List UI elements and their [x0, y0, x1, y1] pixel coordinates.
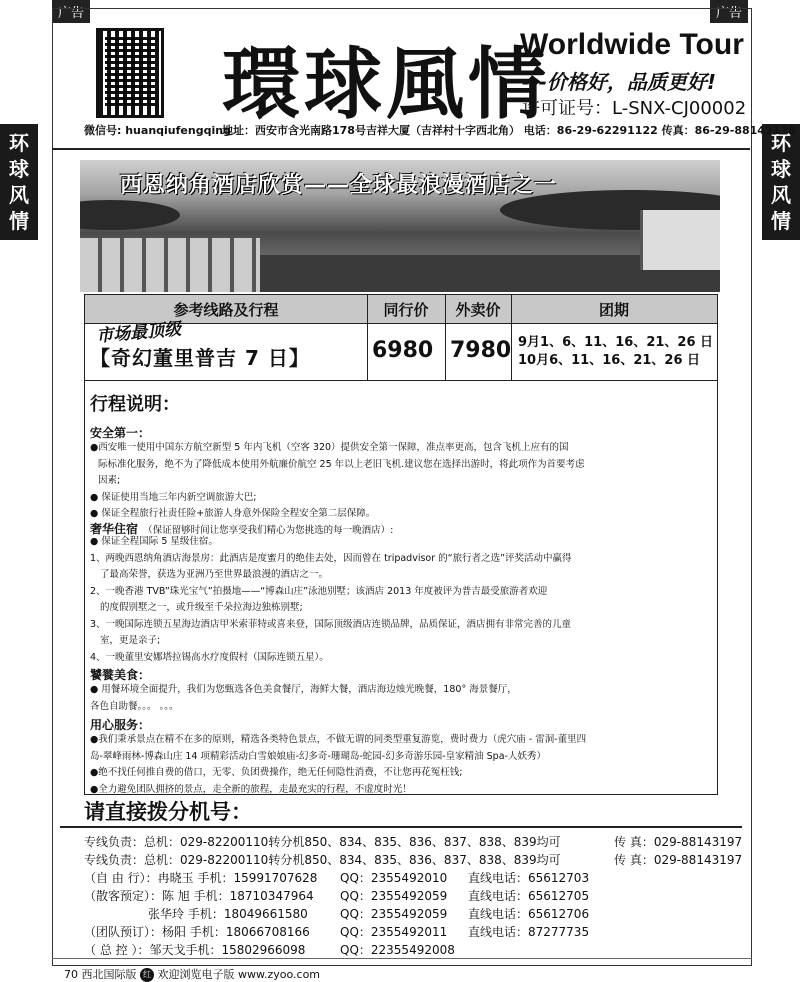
text-line: 际标准化服务，绝不为了降低成本使用外航廉价航空 25 年以上老旧飞机.建议您在选择出游时，将此项作为首要考虑	[98, 458, 585, 470]
slogan: ---价格好，品质更好!	[522, 70, 717, 94]
side-tab-left	[0, 124, 38, 240]
side-char: 情	[9, 209, 29, 233]
safety-section	[90, 440, 585, 523]
col-route: 参考线路及行程	[173, 301, 279, 319]
ad-label-right: 广告	[710, 0, 748, 23]
luxury-title: 奢华住宿	[90, 522, 139, 536]
red-badge-icon: 红	[140, 968, 154, 982]
text-line: 4、一晚董里安娜塔拉锡高水疗度假村（国际连锁五星）。	[90, 651, 329, 663]
side-char: 球	[771, 157, 791, 181]
departure-dates	[518, 334, 713, 370]
text-line: ● 用餐环境全面提升，我们为您甄选各色美食餐厅，海鲜大餐，酒店海边烛光晚餐，180° 海景餐厅，	[90, 684, 517, 695]
text-line: ● 保证使用当地三年内新空调旅游大巴;	[90, 491, 257, 503]
footer	[64, 966, 320, 982]
contact-person: （ 总 控 ）：邹天戈手机：15802966098	[84, 943, 306, 957]
text-line: ● 保证全程旅行社责任险+旅游人身意外保险全程安全第二层保障。	[90, 508, 376, 519]
qq-number: QQ：2355492011	[340, 925, 448, 939]
col-retail-price: 外卖价	[455, 301, 501, 319]
text-line: 的度假别墅之一，或升级至千朵拉海边独栋别墅;	[100, 602, 303, 613]
text-line: ●西安唯一使用中国东方航空新型 5 年内飞机（空客 320）提供安全第一保障，准点率更高，包含飞机上应有的国	[90, 442, 569, 453]
header-divider	[52, 148, 750, 150]
contact-person: 张华玲 手机：18049661580	[148, 907, 308, 921]
luxury-note: （保证留够时间让您享受我们精心为您挑选的每一晚酒店）:	[143, 525, 394, 536]
side-char: 球	[9, 157, 29, 181]
direct-phone: 直线电话：65612703	[468, 871, 590, 885]
direct-phone: 直线电话：65612706	[468, 907, 590, 921]
side-char: 风	[9, 183, 29, 207]
contact-title: 请直接拨分机号：	[84, 800, 252, 824]
brand-english: Worldwide Tour	[520, 28, 744, 61]
edition-name: 西北国际版	[81, 968, 137, 981]
banner-title: 西恩纳角酒店欣赏——全球最浪漫酒店之一	[120, 173, 558, 198]
contact-text: 专线负责：总机：029-82200110转分机850、834、835、836、837、838、839均可	[84, 853, 561, 867]
top-grade-stamp: 市场最顶级	[95, 319, 182, 347]
food-title: 饕餮美食：	[90, 668, 151, 682]
text-line: 室，更是亲子;	[100, 635, 161, 646]
safety-title: 安全第一：	[90, 426, 151, 440]
itinerary-title: 行程说明：	[90, 394, 180, 415]
text-line: ● 保证全程国际 5 星级住宿。	[90, 536, 218, 547]
text-line: ●全力避免团队拥挤的景点，走全新的旅程，走最充实的行程，不虚度时光！	[90, 783, 412, 795]
qq-number: QQ：2355492059	[340, 907, 448, 921]
side-char: 环	[771, 131, 791, 155]
qr-code-icon	[96, 28, 164, 118]
retail-price: 7980	[450, 338, 512, 363]
text-line: 岛-翠峰雨林-博森山庄 14 项精彩活动白雪娘娘庙-幻多奇-珊瑚岛-蛇园-幻多奇游乐园-皇家精油 Spa-人妖秀）	[90, 750, 546, 762]
ad-label-left: 广告	[52, 0, 90, 23]
direct-phone: 直线电话：65612705	[468, 889, 590, 903]
peer-price: 6980	[372, 338, 434, 363]
contact-person: （自 由 行）：冉晓玉 手机：15991707628	[84, 871, 318, 885]
route-name: 【奇幻董里普吉 7 日】	[90, 346, 310, 370]
wechat-id: 微信号: huanqiufengqing	[84, 124, 231, 137]
text-line: 各色自助餐。。。 。。。	[90, 700, 179, 712]
text-line: ●我们秉承景点在精不在多的原则，精选各类特色景点，不做无谓的同类型重复游览，费时费力（虎穴庙 - 雷洞-董里四	[90, 734, 587, 745]
contact-person: （散客预定）：陈 旭 手机：18710347964	[84, 889, 314, 903]
side-char: 情	[771, 209, 791, 233]
text-line: ●绝不找任何推自费的借口，无零、负团费操作，绝无任何隐性消费，不让您再花冤枉钱;	[90, 767, 463, 778]
contact-person: （团队预订）：杨阳 手机：18066708166	[84, 925, 310, 939]
text-line: 1、两晚西恩纳角酒店海景房：此酒店是度蜜月的绝佳去处，因而曾在 tripadvisor 的“旅行者之选”评奖活动中赢得	[90, 552, 572, 564]
service-title: 用心服务：	[90, 718, 151, 732]
col-peer-price: 同行价	[383, 301, 429, 319]
fax-number: 传 真：029-88143197	[614, 853, 743, 867]
brand-name: 環球風情	[222, 39, 551, 130]
fax-number: 传 真：029-88143197	[614, 835, 743, 849]
page-number: 70	[64, 968, 78, 981]
service-section	[90, 732, 586, 798]
text-line: 因素;	[98, 475, 121, 486]
text-line: 2、一晚香港 TVB”珠光宝气”拍摄地——“博森山庄”泳池别墅；该酒店 2013 年度被评为普吉最受旅游者欢迎	[90, 585, 548, 597]
contact-divider	[60, 826, 742, 828]
col-dates: 团期	[598, 301, 629, 319]
address-line: 地址：西安市含光南路178号吉祥大厦（吉祥村十字西北角） 电话：86-29-62291122 传真：86-29-88143178	[222, 124, 796, 137]
text-line: 3、一晚国际连锁五星海边酒店甲米索菲特或喜来登，国际顶级酒店连锁品牌，品质保证，酒店拥有非常完善的儿童	[90, 618, 572, 630]
luxury-section	[90, 534, 572, 666]
side-tab-right	[762, 124, 800, 240]
text-line: 了最高荣誉，获选为亚洲乃至世界最浪漫的酒店之一。	[100, 569, 329, 580]
website-text[interactable]: 欢迎浏览电子版 www.zyoo.com	[157, 968, 321, 981]
qq-number: QQ：2355492010	[340, 871, 448, 885]
direct-phone: 直线电话：87277735	[468, 925, 590, 939]
footer-divider	[52, 958, 752, 959]
date-line: 9月1、6、11、16、21、26 日	[518, 335, 714, 350]
hotel-banner-photo	[80, 160, 720, 292]
contact-text: 专线负责：总机：029-82200110转分机850、834、835、836、837、838、839均可	[84, 835, 561, 849]
date-line: 10月6、11、16、21、26 日	[518, 353, 701, 368]
qq-number: QQ：2355492059	[340, 889, 448, 903]
qq-number: QQ：22355492008	[340, 943, 455, 957]
food-section	[90, 682, 517, 715]
side-char: 环	[9, 131, 29, 155]
license-number: 许可证号：L-SNX-CJ00002	[522, 98, 747, 119]
side-char: 风	[771, 183, 791, 207]
